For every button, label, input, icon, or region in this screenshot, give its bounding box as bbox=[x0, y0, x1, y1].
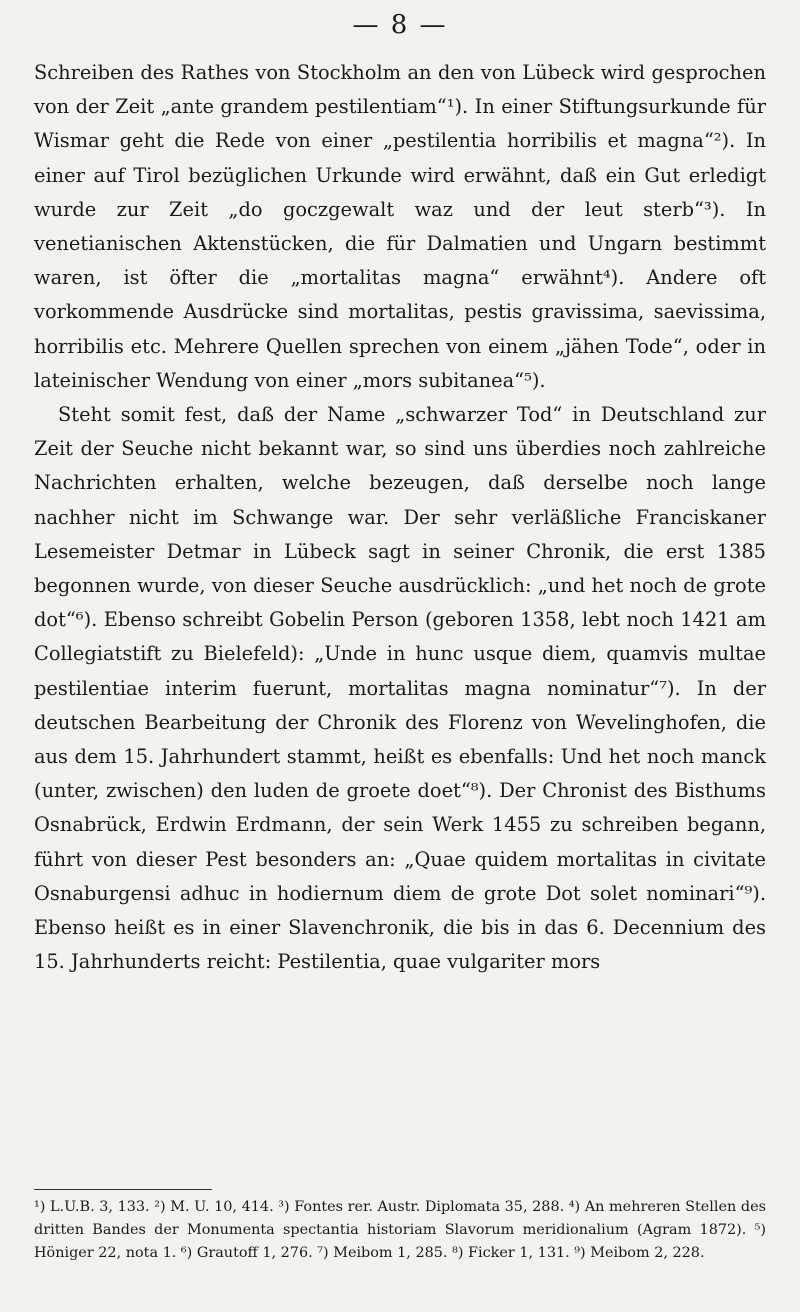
body-text bbox=[34, 56, 766, 979]
footnote-divider bbox=[34, 1189, 212, 1190]
paragraph-1: Schreiben des Rathes von Stockholm an den von Lübeck wird gesprochen von der Zeit „ante grandem pestilentiam“¹). In einer Stiftungsurkunde für Wismar geht die Rede von einer „pestilentia horribilis et magna“²). In einer auf Tirol bezüglichen Urkunde wird erwähnt, daß ein Gut erledigt wurde zur Zeit „do goczgewalt waz und der leut sterb“³). In venetianischen Aktenstücken, die für Dalmatien und Ungarn bestimmt waren, ist öfter die „mortalitas magna“ erwähnt⁴). Andere oft vorkommende Ausdrücke sind mortalitas, pestis gravissima, saevissima, horribilis etc. Mehrere Quellen sprechen von einem „jähen Tode“, oder in lateinischer Wendung von einer „mors subitanea“⁵). bbox=[34, 61, 766, 392]
page-number: — 8 — bbox=[352, 10, 448, 40]
paragraph-2: Steht somit fest, daß der Name „schwarzer Tod“ in Deutschland zur Zeit der Seuche nicht bekannt war, so sind uns überdies noch zahlreiche Nachrichten erhalten, welche bezeugen, daß derselbe noch lange nachher nicht im Schwange war. Der sehr verläßliche Franciskaner Lesemeister Detmar in Lübeck sagt in seiner Chronik, die erst 1385 begonnen wurde, von dieser Seuche ausdrücklich: „und het noch de grote dot“⁶). Ebenso schreibt Gobelin Person (geboren 1358, lebt noch 1421 am Collegiatstift zu Bielefeld): „Unde in hunc usque diem, quamvis multae pestilentiae interim fuerunt, mortalitas magna nominatur“⁷). In der deutschen Bearbeitung der Chronik des Florenz von Wevelinghofen, die aus dem 15. Jahrhundert stammt, heißt es ebenfalls: Und het noch manck (unter, zwischen) den luden de groete doet“⁸). Der Chronist des Bisthums Osnabrück, Erdwin Erdmann, der sein Werk 1455 zu schreiben begann, führt von dieser Pest besonders an: „Quae quidem mortalitas in civitate Osnaburgensi adhuc in hodiernum diem de grote Dot solet nominari“⁹). Ebenso heißt es in einer Slavenchronik, die bis in das 6. Decennium des 15. Jahrhunderts reicht: Pestilentia, quae vulgariter mors bbox=[34, 403, 766, 974]
footnotes: ¹) L.U.B. 3, 133. ²) M. U. 10, 414. ³) Fontes rer. Austr. Diplomata 35, 288. ⁴) An mehreren Stellen des dritten Bandes der Monumenta spectantia historiam Slavorum meridionalium (Agram 1872). ⁵) Höniger 22, nota 1. ⁶) Grautoff 1, 276. ⁷) Meibom 1, 285. ⁸) Ficker 1, 131. ⁹) Meibom 2, 228. bbox=[34, 1199, 766, 1261]
